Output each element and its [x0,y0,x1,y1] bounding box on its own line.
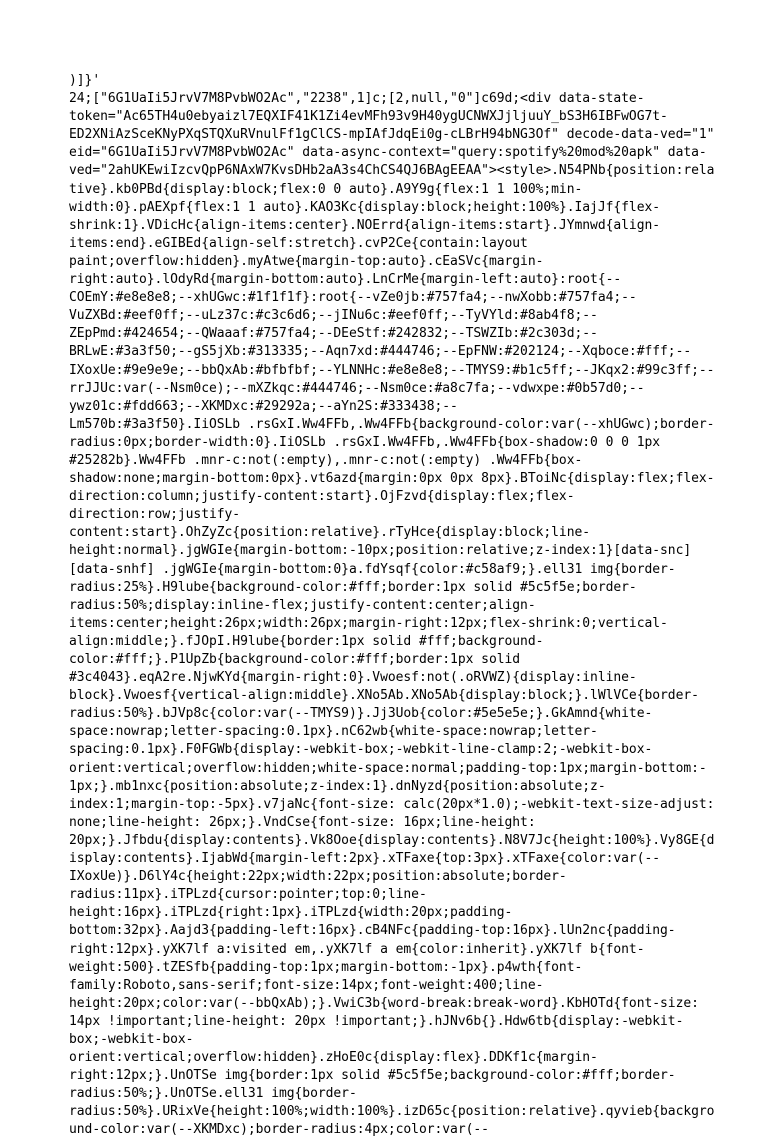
response-line: IXoxUe)}.D6lY4c{height:22px;width:22px;position:absolute;border- [69,869,567,885]
response-line: VuZXBd:#eef0ff;--uLz37c:#c3c6d6;--jINu6c:#eef0ff;--TyVYld:#8ab4f8;-- [69,308,598,324]
response-line: block}.Vwoesf{vertical-align:middle}.XNo5Ab.XNo5Ab{display:block;}.lWlVCe{border- [69,688,699,704]
response-line: weight:500}.tZESfb{padding-top:1px;margin-bottom:-1px}.p4wth{font- [69,959,583,975]
response-line: shrink:1}.VDicHc{align-items:center}.NOErrd{align-items:start}.JYmnwd{align- [69,217,661,233]
response-line: space:nowrap;letter-spacing:0.1px}.nC62wb{white-space:nowrap;letter- [69,724,598,740]
response-line: items:center;height:26px;width:26px;margin-right:12px;flex-shrink:0;vertical- [69,615,668,631]
response-line: color:#fff;}.P1UpZb{background-color:#fff;border:1px solid [69,652,521,667]
response-line: #25282b}.Ww4FFb .mnr-c:not(:empty),.mnr-c:not(:empty) .Ww4FFb{box- [69,452,583,468]
response-line: family:Roboto,sans-serif;font-size:14px;font-weight:400;line- [69,977,544,993]
response-line: box;-webkit-box- [69,1031,194,1047]
response-line: ED2XNiAzSceKNyPXqSTQXuRVnulFf1gClCS-mpIAfJdqEi0g-cLBrH94bNG3Of" decode-data-ved="1" [69,127,715,143]
response-line: radius:25%}.H9lube{background-color:#fff;border:1px solid #5c5f5e;border- [69,579,637,595]
response-line: #3c4043}.eqA2re.NjwKYd{margin-right:0}.Vwoesf:not(.oRVWZ){display:inline- [69,670,637,686]
response-line: spacing:0.1px}.F0FGWb{display:-webkit-box;-webkit-line-clamp:2;-webkit-box- [69,742,653,758]
raw-response-text [69,72,715,1140]
response-line: right:auto}.lOdyRd{margin-bottom:auto}.LnCrMe{margin-left:auto}:root{-- [69,272,622,288]
response-line: index:1;margin-top:-5px}.v7jaNc{font-size: calc(20px*1.0);-webkit-text-size-adjust: [69,796,715,812]
response-line: 24;["6G1UaIi5JrvV7M8PvbWO2Ac","2238",1]c;[2,null,"0"]c69d;<div data-state- [69,91,645,107]
response-line: ZEpPmd:#424654;--QWaaaf:#757fa4;--DEeStf:#242832;--TSWZIb:#2c303d;-- [69,326,598,342]
response-line: bottom:32px}.Aajd3{padding-left:16px}.cB4NFc{padding-top:16px}.lUn2nc{padding- [69,923,676,939]
response-line: width:0}.pAEXpf{flex:1 1 auto}.KAO3Kc{display:block;height:100%}.IajJf{flex- [69,199,661,215]
response-line: IXoxUe:#9e9e9e;--bbQxAb:#bfbfbf;--YLNNHc:#e8e8e8;--TMYS9:#b1c5ff;--JKqx2:#99c3ff;-- [69,362,715,378]
response-line: eid="6G1UaIi5JrvV7M8PvbWO2Ac" data-async-context="query:spotify%20mod%20apk" data- [69,145,707,161]
response-line: align:middle;}.fJOpI.H9lube{border:1px solid #fff;background- [69,633,544,649]
response-line: right:12px}.yXK7lf a:visited em,.yXK7lf a em{color:inherit}.yXK7lf b{font- [69,941,645,957]
response-line: direction:column;justify-content:start}.OjFzvd{display:flex;flex- [69,489,575,505]
response-line: isplay:contents}.IjabWd{margin-left:2px}.xTFaxe{top:3px}.xTFaxe{color:var(-- [69,851,661,867]
response-line: radius:50%}.bJVp8c{color:var(--TMYS9)}.Jj3Uob{color:#5e5e5e;}.GkAmnd{white- [69,706,653,722]
response-line: height:normal}.jgWGIe{margin-bottom:-10px;position:relative;z-index:1}[data-snc] [69,543,692,559]
response-line: paint;overflow:hidden}.myAtwe{margin-top:auto}.cEaSVc{margin- [69,253,544,269]
response-line: right:12px;}.UnOTSe img{border:1px solid #5c5f5e;background-color:#fff;border- [69,1068,676,1084]
response-line: rrJJUc:var(--Nsm0ce);--mXZkqc:#444746;--Nsm0ce:#a8c7fa;--vdwxpe:#0b57d0;-- [69,380,645,396]
response-line: radius:11px}.iTPLzd{cursor:pointer;top:0;line- [69,887,427,903]
response-line: 1px;}.mb1nxc{position:absolute;z-index:1}.dnNyzd{position:absolute;z- [69,778,606,794]
response-line: Lm570b:#3a3f50}.IiOSLb .rsGxI.Ww4FFb,.Ww4FFb{background-color:var(--xhUGwc);border- [69,416,715,432]
response-line: direction:row;justify- [69,507,241,523]
response-line: shadow:none;margin-bottom:0px}.vt6azd{margin:0px 0px 8px}.BToiNc{display:flex;flex- [69,471,715,487]
response-line: token="Ac65TH4u0ebyaizl7EQXIF41K1Zi4evMFh93v9H40ygUCNWXJjljuuY_bS3H6IBFwOG7t- [69,109,668,125]
response-line: content:start}.OhZyZc{position:relative}.rTyHce{display:block;line- [69,525,591,541]
response-line: tive}.kb0PBd{display:block;flex:0 0 auto}.A9Y9g{flex:1 1 100%;min- [69,181,583,197]
response-line: [data-snhf] .jgWGIe{margin-bottom:0}a.fdYsqf{color:#c58af9;}.ell31 img{border- [69,561,676,577]
response-line: orient:vertical;overflow:hidden}.zHoE0c{display:flex}.DDKf1c{margin- [69,1050,598,1066]
response-line: none;line-height: 26px;}.VndCse{font-size: 16px;line-height: [69,814,536,830]
response-line: ved="2ahUKEwiIzcvQpP6NAxW7KvsDHb2aA3s4ChCS4QJ6BAgEEAA"><style>.N54PNb{position:rela [69,163,715,179]
response-line: ywz01c:#fdd663;--XKMDxc:#29292a;--aYn2S:#333438;-- [69,398,458,414]
response-line: und-color:var(--XKMDxc);border-radius:4px;color:var(-- [69,1122,489,1138]
response-line: radius:0px;border-width:0}.IiOSLb .rsGxI.Ww4FFb,.Ww4FFb{box-shadow:0 0 0 1px [69,434,661,450]
response-line: height:16px}.iTPLzd{right:1px}.iTPLzd{width:20px;padding- [69,905,513,921]
response-line: orient:vertical;overflow:hidden;white-space:normal;padding-top:1px;margin-bottom:- [69,760,707,776]
response-line: 14px !important;line-height: 20px !important;}.hJNv6b{}.Hdw6tb{display:-webkit- [69,1013,684,1029]
response-line: COEmY:#e8e8e8;--xhUGwc:#1f1f1f}:root{--vZe0jb:#757fa4;--nwXobb:#757fa4;-- [69,290,637,306]
response-line: 20px;}.Jfbdu{display:contents}.Vk8Ooe{display:contents}.N8V7Jc{height:100%}.Vy8GE{d [69,832,715,848]
response-line: items:end}.eGIBEd{align-self:stretch}.cvP2Ce{contain:layout [69,235,528,251]
response-line: radius:50%;}.UnOTSe.ell31 img{border- [69,1086,357,1102]
response-line: radius:50%}.URixVe{height:100%;width:100%}.izD65c{position:relative}.qyvieb{backgro [69,1104,715,1120]
response-line: )]}' [69,73,101,88]
response-line: height:20px;color:var(--bbQxAb);}.VwiC3b{word-break:break-word}.KbHOTd{font-size: [69,995,699,1011]
response-line: BRLwE:#3a3f50;--gS5jXb:#313335;--Aqn7xd:#444746;--EpFNW:#202124;--Xqboce:#fff;-- [69,344,692,360]
response-line: radius:50%;display:inline-flex;justify-content:center;align- [69,597,536,613]
